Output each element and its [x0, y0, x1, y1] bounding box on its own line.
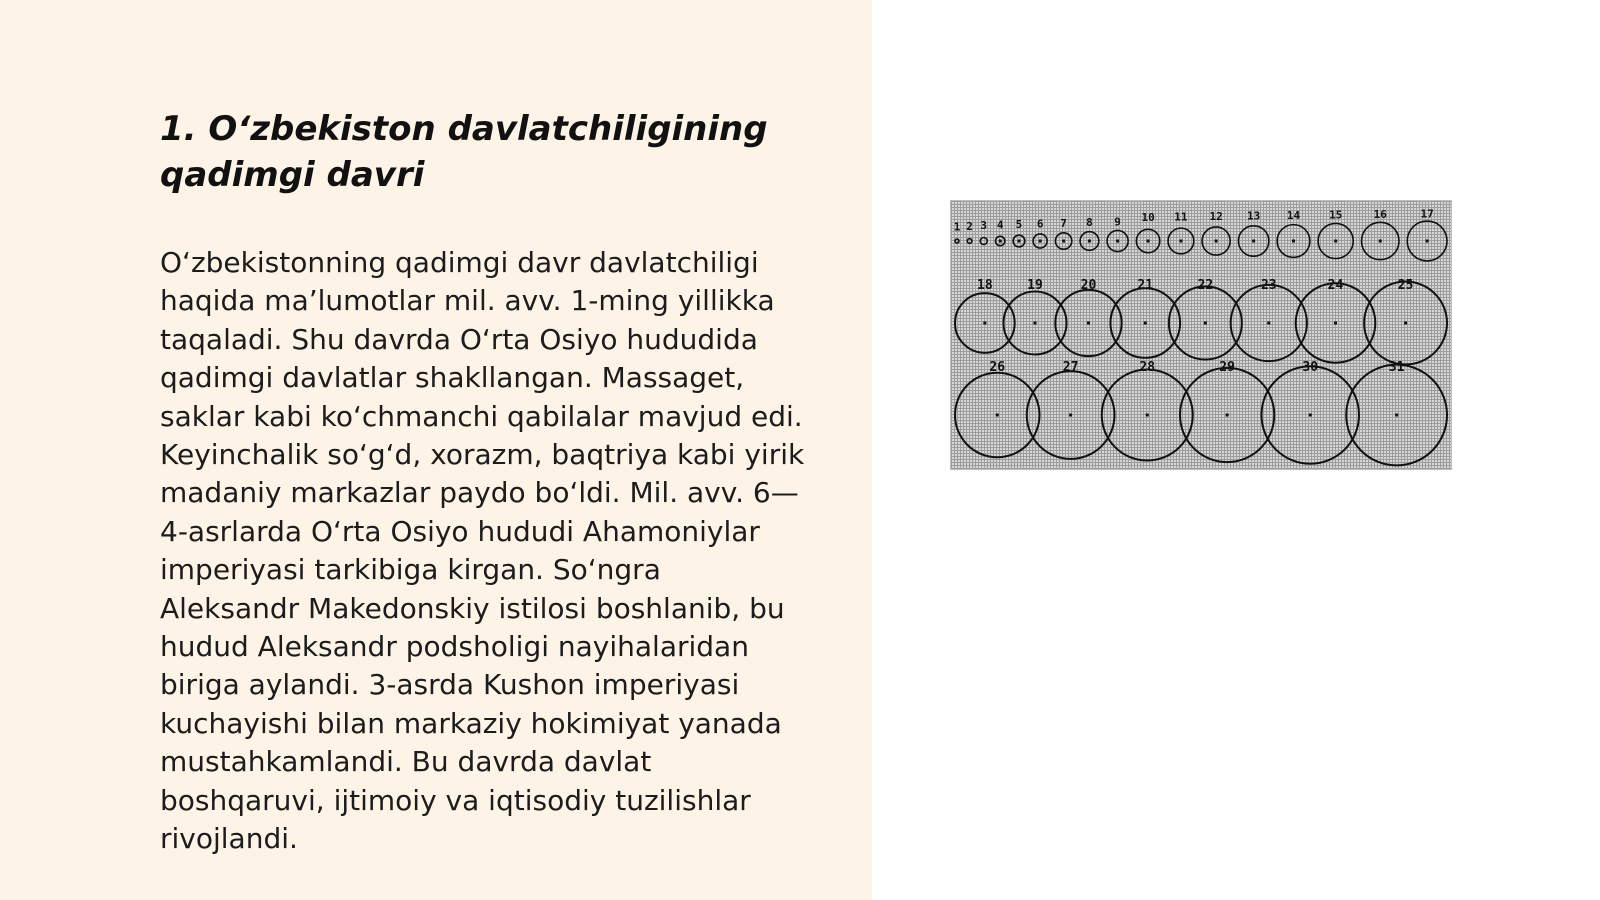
circle-label: 27 [1062, 360, 1079, 375]
center-dot [1395, 414, 1398, 417]
circle-mark [967, 239, 972, 244]
center-dot [1087, 322, 1090, 325]
center-dot [1334, 240, 1337, 243]
circle-label: 26 [989, 360, 1006, 375]
center-dot [983, 322, 986, 325]
circle-label: 14 [1286, 209, 1301, 222]
center-dot [1215, 240, 1218, 243]
circle-label: 17 [1420, 207, 1434, 221]
circle-mark [955, 239, 959, 243]
circle-label: 22 [1197, 278, 1214, 293]
circle-label: 3 [980, 219, 988, 233]
body-line: taqaladi. Shu davrda O‘rta Osiyo hududida [160, 322, 758, 356]
center-dot [999, 240, 1002, 243]
center-dot [1088, 240, 1091, 243]
circle-label: 11 [1174, 210, 1188, 224]
center-dot [1017, 240, 1020, 243]
slide-title [160, 106, 800, 198]
center-dot [1179, 240, 1182, 243]
circle-label: 7 [1060, 216, 1067, 230]
center-dot [1379, 240, 1382, 243]
body-line: mustahkamlandi. Bu davrda davlat [160, 745, 652, 779]
body-line: O‘zbekistonning qadimgi davr davlatchiligi [160, 246, 759, 279]
circle-label: 29 [1219, 360, 1235, 375]
circle-label: 13 [1247, 209, 1261, 223]
slide-title-line-2: qadimgi davri [160, 155, 425, 195]
center-dot [1146, 414, 1149, 417]
body-line: Aleksandr Makedonskiy istilosi boshlanib, bu [160, 591, 785, 625]
circle-label: 28 [1139, 360, 1156, 375]
center-dot [1039, 240, 1042, 243]
circle-mark [980, 237, 987, 244]
circle-label: 10 [1141, 211, 1155, 224]
body-line: saklar kabi ko‘chmanchi qabilalar mavjud edi. [160, 399, 803, 433]
center-dot [1062, 240, 1065, 243]
body-line: madaniy markazlar paydo bo‘ldi. Mil. avv. 6— [160, 476, 799, 510]
body-line: qadimgi davlatlar shakllangan. Massaget, [160, 361, 745, 395]
body-line: Keyinchalik so‘g‘d, xorazm, baqtriya kabi yirik [160, 438, 805, 472]
circle-size-chart [950, 200, 1452, 470]
circle-label: 24 [1327, 278, 1344, 293]
center-dot [1116, 240, 1119, 243]
body-line: rivojlandi. [160, 822, 298, 856]
circle-label: 19 [1027, 278, 1043, 293]
circle-label: 25 [1397, 278, 1414, 293]
body-line: biriga aylandi. 3-asrda Kushon imperiyasi [160, 668, 740, 702]
center-dot [1147, 240, 1150, 243]
center-dot [1252, 240, 1255, 243]
center-dot [1426, 240, 1429, 243]
center-dot [1267, 322, 1270, 325]
center-dot [1033, 322, 1036, 325]
body-line: 4-asrlarda O‘rta Osiyo hududi Ahamoniylar [160, 514, 760, 548]
body-line: imperiyasi tarkibiga kirgan. So‘ngra [160, 553, 661, 587]
circle-label: 1 [953, 220, 961, 234]
circle-size-chart-svg [951, 201, 1451, 469]
circle-label: 4 [996, 218, 1004, 232]
center-dot [1226, 414, 1229, 417]
body-line: kuchayishi bilan markaziy hokimiyat yanada [160, 706, 782, 740]
circle-label: 21 [1137, 278, 1154, 293]
circle-label: 15 [1329, 208, 1343, 222]
slide-body-text [160, 244, 850, 859]
body-line: boshqaruvi, ijtimoiy va iqtisodiy tuzilishlar [160, 783, 751, 817]
circle-label: 23 [1260, 278, 1277, 293]
center-dot [1404, 322, 1407, 325]
circle-label: 6 [1036, 217, 1044, 231]
center-dot [1292, 240, 1295, 243]
center-dot [1309, 414, 1312, 417]
circle-label: 16 [1373, 208, 1387, 221]
circle-label: 5 [1015, 218, 1023, 231]
circle-label: 18 [977, 278, 993, 293]
center-dot [1069, 414, 1072, 417]
body-line: hudud Aleksandr podsholigi nayihalaridan [160, 630, 749, 664]
center-dot [1144, 322, 1147, 325]
circle-label: 31 [1388, 360, 1405, 375]
circle-label: 2 [966, 219, 973, 233]
center-dot [996, 414, 999, 417]
body-line: haqida ma’lumotlar mil. avv. 1-ming yillikka [160, 284, 775, 318]
circle-label: 30 [1302, 360, 1319, 375]
circle-label: 12 [1209, 210, 1223, 223]
center-dot [1334, 322, 1337, 325]
circle-label: 9 [1114, 215, 1121, 229]
circle-label: 20 [1080, 278, 1097, 293]
circle-label: 8 [1086, 216, 1093, 230]
center-dot [1204, 322, 1207, 325]
slide-title-line-1: 1. O‘zbekiston davlatchiligining [160, 109, 768, 149]
